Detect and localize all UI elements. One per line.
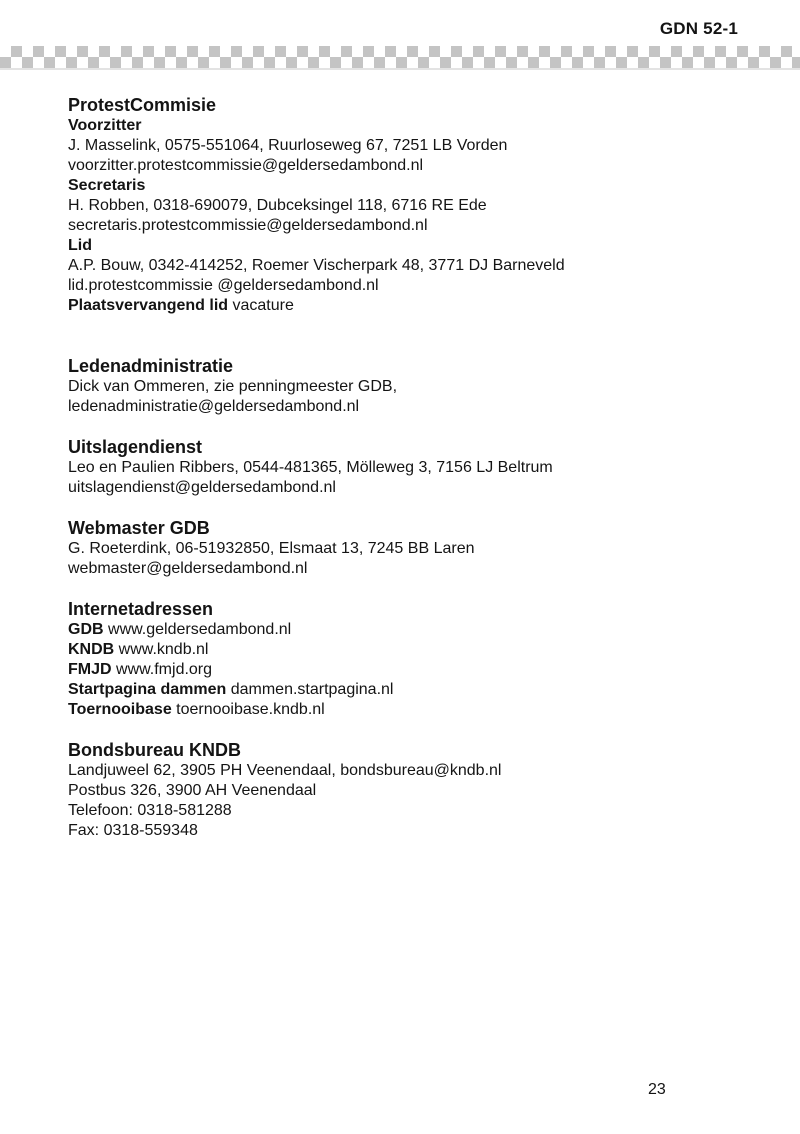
section-internetadressen [68, 598, 738, 720]
section-title: Internetadressen [68, 599, 214, 619]
text-line [68, 256, 738, 276]
section-title: Bondsbureau KNDB [68, 740, 242, 760]
text-line [68, 216, 738, 236]
text-line [68, 700, 738, 720]
section-uitslagendienst [68, 436, 738, 498]
plain-text: Postbus 326, 3900 AH Veenendaal [68, 782, 317, 799]
plain-text: www.kndb.nl [114, 641, 209, 658]
text-line [68, 559, 738, 579]
plain-text: ledenadministratie@geldersedambond.nl [68, 398, 360, 415]
plain-text: www.geldersedambond.nl [103, 621, 292, 638]
text-line [68, 801, 738, 821]
doc-code: GDN 52-1 [659, 19, 738, 38]
text-line [68, 478, 738, 498]
plain-text: Telefoon: 0318-581288 [68, 802, 232, 819]
text-line [68, 458, 738, 478]
section-title: Webmaster GDB [68, 518, 210, 538]
text-line [68, 761, 738, 781]
bold-text: KNDB [68, 641, 115, 658]
bold-text: FMJD [68, 661, 112, 678]
plain-text: J. Masselink, 0575-551064, Ruurloseweg 67, 7251 LB Vorden [68, 137, 508, 154]
bold-text: Secretaris [68, 177, 146, 194]
plain-text: secretaris.protestcommissie@geldersedambond.nl [68, 217, 428, 234]
section-title: Ledenadministratie [68, 356, 234, 376]
text-line [68, 397, 738, 417]
text-line [68, 236, 738, 256]
plain-text: vacature [228, 297, 294, 314]
plain-text: toernooibase.kndb.nl [171, 701, 325, 718]
plain-text: Fax: 0318-559348 [68, 822, 198, 839]
text-line [68, 680, 738, 700]
plain-text: webmaster@geldersedambond.nl [68, 560, 308, 577]
text-line [68, 296, 738, 316]
section-title: ProtestCommisie [68, 95, 217, 115]
text-line [68, 176, 738, 196]
bold-text: Plaatsvervangend lid [68, 297, 229, 314]
bold-text: Voorzitter [68, 117, 142, 134]
text-line [68, 821, 738, 841]
plain-text: voorzitter.protestcommissie@geldersedambond.nl [68, 157, 424, 174]
plain-text: G. Roeterdink, 06-51932850, Elsmaat 13, 7245 BB Laren [68, 540, 475, 557]
section-ledenadministratie [68, 355, 738, 417]
text-line [68, 781, 738, 801]
text-line [68, 660, 738, 680]
text-line [68, 156, 738, 176]
plain-text: www.fmjd.org [111, 661, 213, 678]
plain-text: dammen.startpagina.nl [226, 681, 394, 698]
bold-text: Toernooibase [68, 701, 172, 718]
bold-text: GDB [68, 621, 104, 638]
text-line [68, 136, 738, 156]
text-line [68, 276, 738, 296]
section-webmaster-gdb [68, 517, 738, 579]
plain-text: Landjuweel 62, 3905 PH Veenendaal, bondsbureau@kndb.nl [68, 762, 502, 779]
text-line [68, 539, 738, 559]
content [68, 94, 738, 841]
plain-text: A.P. Bouw, 0342-414252, Roemer Vischerpark 48, 3771 DJ Barneveld [68, 257, 565, 274]
text-line [68, 620, 738, 640]
text-line [68, 116, 738, 136]
text-line [68, 196, 738, 216]
plain-text: H. Robben, 0318-690079, Dubceksingel 118, 6716 RE Ede [68, 197, 487, 214]
section-title: Uitslagendienst [68, 437, 203, 457]
plain-text: Dick van Ommeren, zie penningmeester GDB, [68, 378, 398, 395]
text-line [68, 640, 738, 660]
bold-text: Startpagina dammen [68, 681, 227, 698]
header-band-shadow-line [0, 68, 800, 70]
text-line [68, 377, 738, 397]
bold-text: Lid [68, 237, 92, 254]
section-bondsbureau-kndb [68, 739, 738, 841]
page-number: 23 [648, 1081, 666, 1098]
plain-text: lid.protestcommissie @geldersedambond.nl [68, 277, 379, 294]
plain-text: uitslagendienst@geldersedambond.nl [68, 479, 336, 496]
plain-text: Leo en Paulien Ribbers, 0544-481365, Mölleweg 3, 7156 LJ Beltrum [68, 459, 553, 476]
section-protestcommisie [68, 94, 738, 316]
header-checker-band [0, 46, 800, 68]
